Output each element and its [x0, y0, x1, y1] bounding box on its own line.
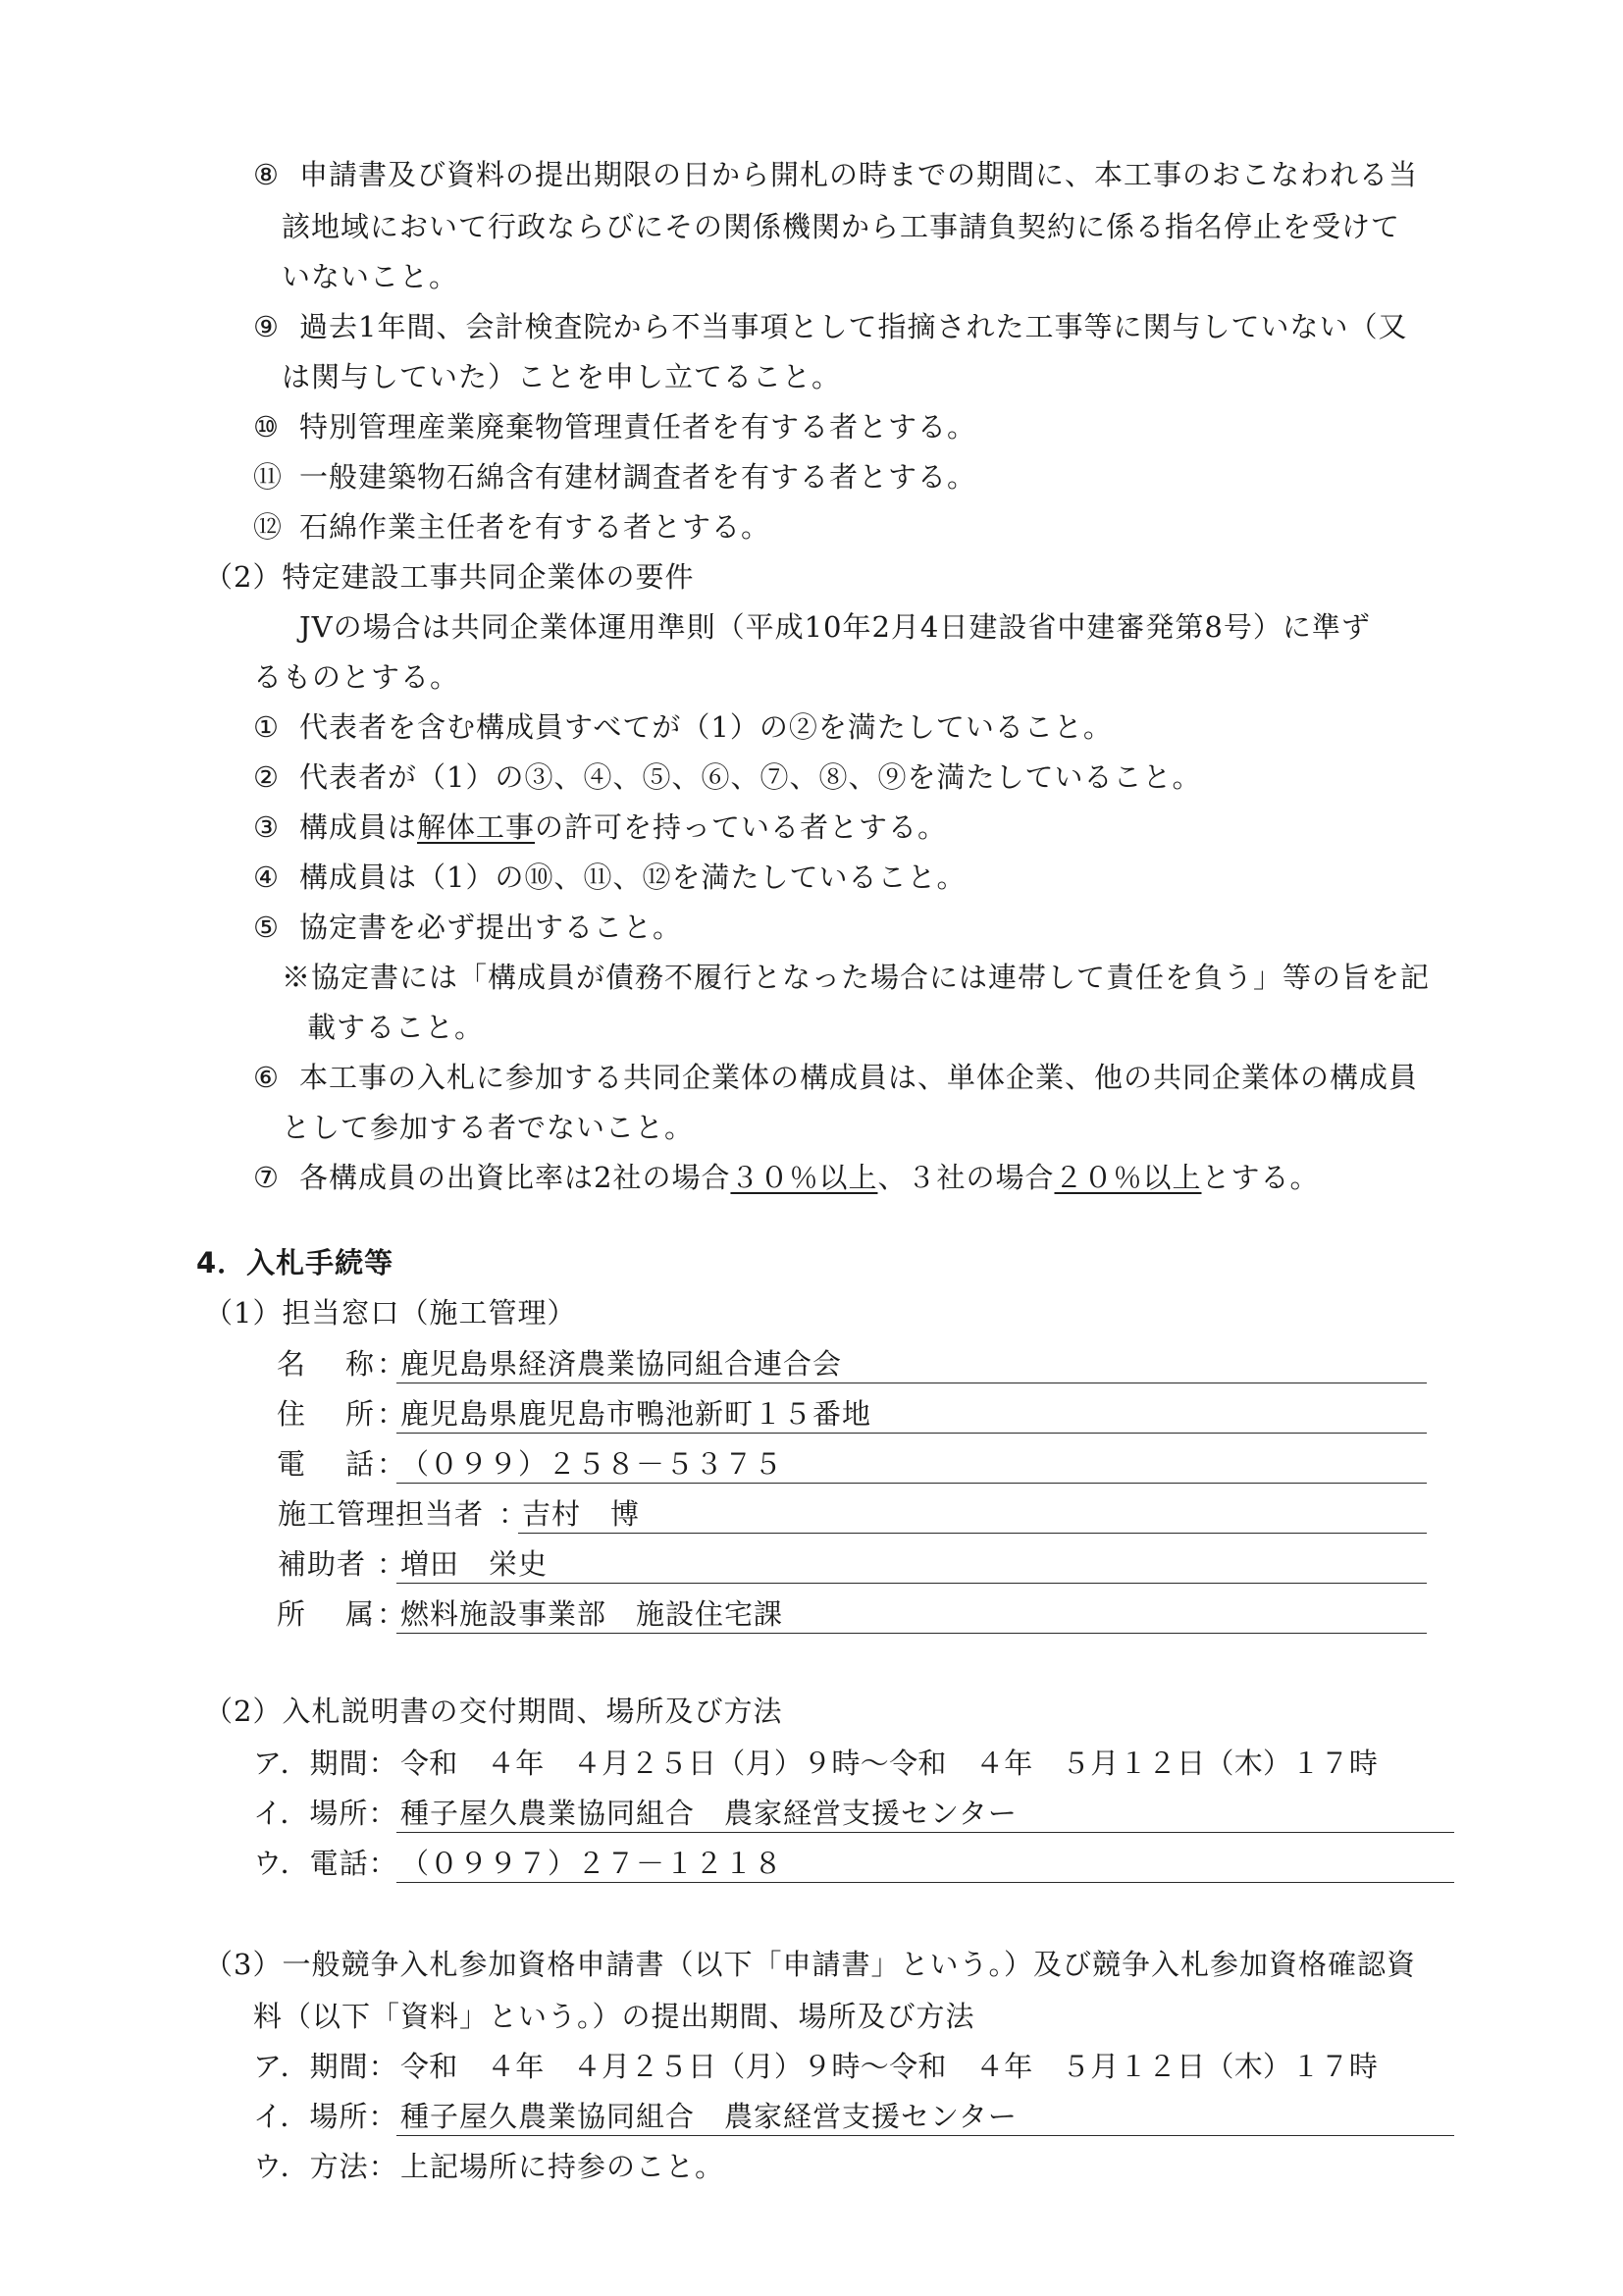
contact-phone-label: 電話 — [277, 1447, 375, 1481]
explanation-period-value: 令和 ４年 ４月２５日（月）９時～令和 ４年 ５月１２日（木）１７時 — [400, 1747, 1379, 1780]
explanation-phone-underline — [396, 1882, 1454, 1883]
jv-item-4-mark: ④ — [253, 861, 280, 894]
contact-address-underline — [396, 1433, 1427, 1434]
contact-dept-underline — [396, 1633, 1427, 1634]
explanation-heading: （2）入札説明書の交付期間、場所及び方法 — [204, 1695, 783, 1728]
item-8-line3: いないこと。 — [282, 260, 459, 293]
item-10-text: 特別管理産業廃棄物管理責任者を有する者とする。 — [299, 410, 977, 444]
jv-item-7-mid: 、３社の場合 — [877, 1161, 1055, 1194]
explanation-phone-label: ウ．電話： — [253, 1847, 398, 1880]
contact-assistant-label: 補助者 — [278, 1547, 367, 1581]
contact-name-label: 名称 — [277, 1347, 375, 1381]
explanation-place-underline — [396, 1832, 1454, 1833]
contact-manager-colon: ： — [498, 1497, 529, 1531]
item-11-mark: ⑪ — [253, 460, 284, 494]
jv-item-3-pre: 構成員は — [299, 810, 418, 844]
jv-item-7-mark: ⑦ — [253, 1161, 280, 1194]
application-place-label: イ．場所： — [253, 2100, 398, 2133]
application-period-value: 令和 ４年 ４月２５日（月）９時～令和 ４年 ５月１２日（木）１７時 — [400, 2050, 1379, 2083]
item-8-mark: ⑧ — [253, 158, 280, 191]
application-heading-line2: 料（以下「資料」という。）の提出期間、場所及び方法 — [253, 2000, 975, 2033]
jv-item-4-text: 構成員は（1）の⑩、⑪、⑫を満たしていること。 — [299, 861, 967, 894]
jv-item-1-mark: ① — [253, 710, 280, 744]
jv-item-6-line2: として参加する者でないこと。 — [282, 1111, 695, 1144]
jv-item-2-text: 代表者が（1）の③、④、⑤、⑥、⑦、⑧、⑨を満たしていること。 — [299, 760, 1202, 794]
contact-heading: （1）担当窓口（施工管理） — [204, 1296, 577, 1330]
item-12-text: 石綿作業主任者を有する者とする。 — [299, 510, 771, 544]
contact-dept-colon: ： — [377, 1597, 407, 1631]
item-9-line2: は関与していた）ことを申し立てること。 — [282, 360, 842, 393]
application-place-underline — [396, 2135, 1454, 2136]
contact-dept-value: 燃料施設事業部 施設住宅課 — [400, 1597, 784, 1631]
contact-phone-value: （０９９）２５８－５３７５ — [400, 1447, 784, 1481]
jv-item-5-mark: ⑤ — [253, 911, 280, 944]
application-place-value: 種子屋久農業協同組合 農家経営支援センター — [400, 2100, 1018, 2133]
item-8-line2: 該地域において行政ならびにその関係機関から工事請負契約に係る指名停止を受けて — [282, 210, 1401, 243]
contact-address-value: 鹿児島県鹿児島市鴨池新町１５番地 — [400, 1397, 872, 1431]
contact-address-label: 住所 — [277, 1397, 375, 1431]
contact-assistant-colon: ： — [377, 1547, 407, 1581]
item-8-line1: 申請書及び資料の提出期限の日から開札の時までの期間に、本工事のおこなわれる当 — [299, 158, 1419, 191]
item-9-mark: ⑨ — [253, 310, 280, 343]
item-11-text: 一般建築物石綿含有建材調査者を有する者とする。 — [299, 460, 977, 494]
jv-item-5-text: 協定書を必ず提出すること。 — [299, 911, 683, 944]
jv-item-7-ratio-three: ２０％以上 — [1054, 1161, 1202, 1194]
contact-address-colon: ： — [377, 1397, 407, 1431]
jv-item-3-mark: ③ — [253, 810, 280, 844]
jv-item-6-line1: 本工事の入札に参加する共同企業体の構成員は、単体企業、他の共同企業体の構成員 — [299, 1061, 1419, 1094]
jv-item-3-underlined: 解体工事 — [417, 810, 536, 844]
contact-manager-label: 施工管理担当者 — [278, 1497, 485, 1531]
item-12-mark: ⑫ — [253, 510, 284, 544]
explanation-place-value: 種子屋久農業協同組合 農家経営支援センター — [400, 1797, 1018, 1830]
jv-heading: （2）特定建設工事共同企業体の要件 — [204, 560, 695, 594]
contact-phone-colon: ： — [377, 1447, 407, 1481]
jv-item-3-post: の許可を持っている者とする。 — [535, 810, 948, 844]
jv-note-line1: ※協定書には「構成員が債務不履行となった場合には連帯して責任を負う」等の旨を記 — [282, 961, 1431, 994]
jv-item-7-text — [299, 1158, 1320, 1197]
application-method-value: 上記場所に持参のこと。 — [400, 2150, 725, 2183]
explanation-phone-value: （０９９７）２７－１２１８ — [400, 1847, 784, 1880]
contact-phone-underline — [396, 1483, 1427, 1484]
item-9-line1: 過去1年間、会計検査院から不当事項として指摘された工事等に関与していない（又 — [299, 310, 1408, 343]
explanation-place-label: イ．場所： — [253, 1797, 398, 1830]
explanation-period-label: ア．期間： — [253, 1747, 398, 1780]
contact-dept-label: 所属 — [277, 1597, 375, 1631]
jv-item-1-text: 代表者を含む構成員すべてが（1）の②を満たしていること。 — [299, 710, 1113, 744]
jv-item-7-pre: 各構成員の出資比率は2社の場合 — [299, 1161, 731, 1194]
application-method-label: ウ．方法： — [253, 2150, 398, 2183]
application-period-label: ア．期間： — [253, 2050, 398, 2083]
contact-manager-value: 吉村 博 — [522, 1497, 641, 1531]
jv-intro-line2: るものとする。 — [253, 660, 460, 694]
jv-item-2-mark: ② — [253, 760, 280, 794]
jv-item-3-text — [299, 808, 947, 847]
contact-assistant-underline — [396, 1583, 1427, 1584]
contact-name-value: 鹿児島県経済農業協同組合連合会 — [400, 1347, 843, 1381]
jv-intro-line1: JVの場合は共同企業体運用準則（平成10年2月4日建設省中建審発第8号）に準ず — [299, 610, 1371, 644]
contact-assistant-value: 増田 栄史 — [400, 1547, 549, 1581]
jv-item-7-post: とする。 — [1201, 1161, 1320, 1194]
contact-name-colon: ： — [377, 1347, 407, 1381]
jv-item-6-mark: ⑥ — [253, 1061, 280, 1094]
section-4-heading: 4．入札手続等 — [196, 1246, 394, 1279]
item-10-mark: ⑩ — [253, 410, 280, 444]
application-heading-line1: （3）一般競争入札参加資格申請書（以下「申請書」という。）及び競争入札参加資格確認資 — [204, 1948, 1416, 1981]
contact-manager-underline — [518, 1533, 1427, 1534]
jv-note-line2: 載すること。 — [307, 1011, 485, 1044]
jv-item-7-ratio-two: ３０％以上 — [730, 1161, 878, 1194]
